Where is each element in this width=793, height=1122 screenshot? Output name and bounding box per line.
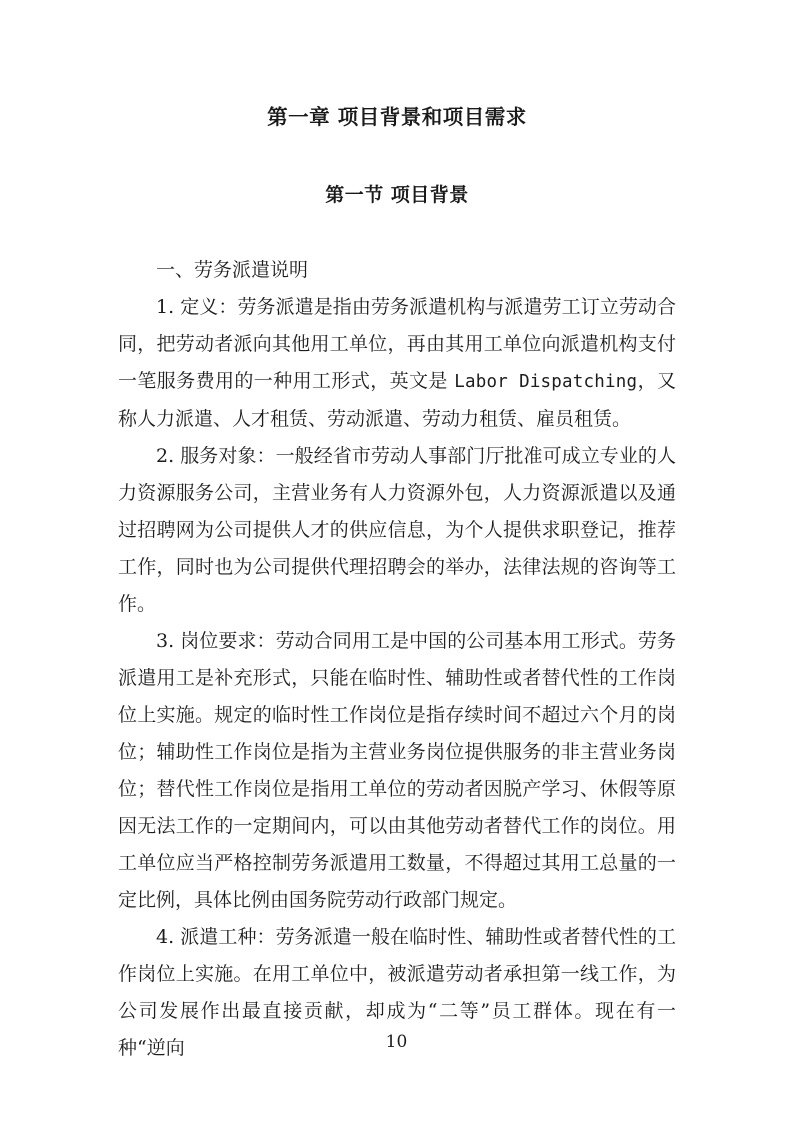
page-number: 10	[385, 1032, 408, 1052]
paragraph-definition	[118, 289, 676, 438]
chapter-heading: 第一章 项目背景和项目需求	[267, 105, 527, 129]
paragraph-post-requirements: 3. 岗位要求：劳动合同用工是中国的公司基本用工形式。劳务派遣用工是补充形式，只能在临时性、辅助性或者替代性的工作岗位上实施。规定的临时性工作岗位是指存续时间不超过六个月的岗位；辅助性工作岗位是指为主营业务岗位提供服务的非主营业务岗位；替代性工作岗位是指用工单位的劳动者因脱产学习、休假等原因无法工作的一定期间内，可以由其他劳动者替代工作的岗位。用工单位应当严格控制劳务派遣用工数量，不得超过其用工总量的一定比例，具体比例由国务院劳动行政部门规定。	[118, 630, 676, 911]
paragraph-definition-tail: ，又称人力派遣、人才租赁、劳动派遣、劳动力租赁、雇员租赁。	[118, 370, 676, 430]
english-term-labor-dispatching: Labor Dispatching	[454, 372, 638, 392]
list-heading-labor-dispatch: 一、劳务派遣说明	[156, 259, 309, 281]
body-text-block	[118, 252, 676, 1067]
section-heading: 第一节 项目背景	[325, 184, 469, 206]
paragraph-service-target: 2. 服务对象：一般经省市劳动人事部门厅批准可成立专业的人力资源服务公司，主营业务有人力资源外包，人力资源派遣以及通过招聘网为公司提供人才的供应信息，为个人提供求职登记，推荐工作，同时也为公司提供代理招聘会的举办，法律法规的咨询等工作。	[118, 445, 676, 615]
page-content	[118, 0, 676, 1067]
paragraph-dispatch-types: 4. 派遣工种：劳务派遣一般在临时性、辅助性或者替代性的工作岗位上实施。在用工单位中，被派遣劳动者承担第一线工作，为公司发展作出最直接贡献，却成为“二等”员工群体。现在有一种“逆向	[118, 926, 676, 1059]
paragraph-definition-lead: 1. 定义：劳务派遣是指由劳务派遣机构与派遣劳工订立劳动合同，把劳动者派向其他用工单位，再由其用工单位向派遣机构支付一笔服务费用的一种用工形式，英文是	[118, 296, 676, 392]
